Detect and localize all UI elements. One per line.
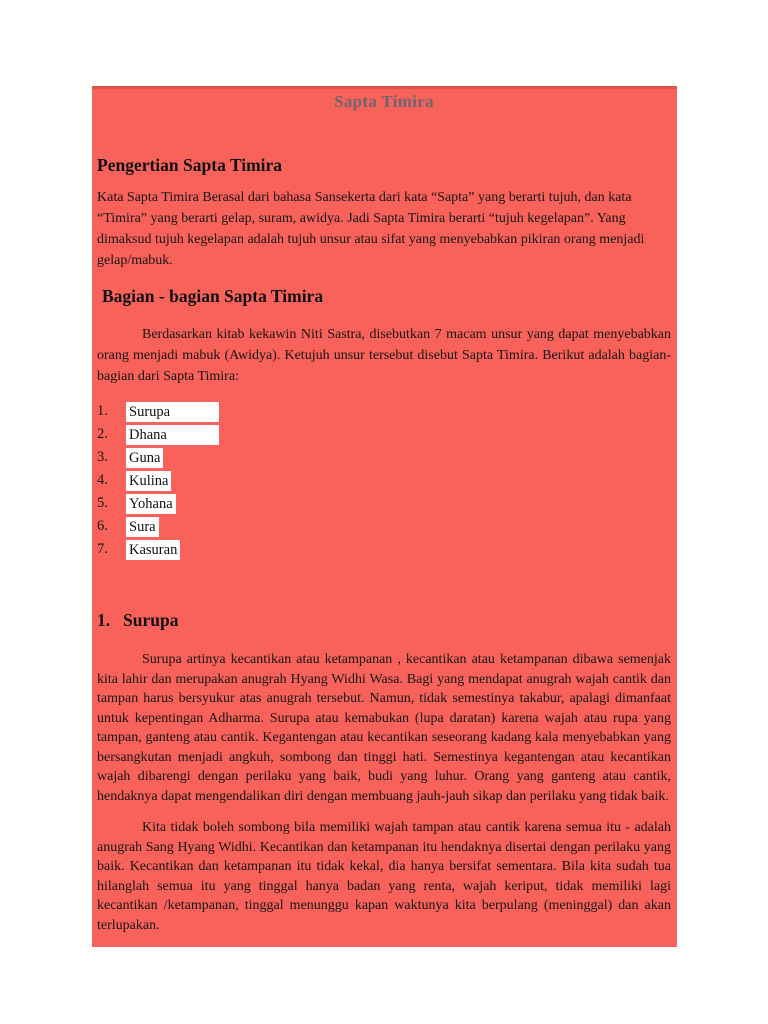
- list-item: [97, 400, 671, 423]
- list-item-highlighted-label: Yohana: [126, 494, 176, 514]
- paragraph-surupa-2: Kita tidak boleh sombong bila memiliki wajah tampan atau cantik karena semua itu - adalah anugrah Sang Hyang Widhi. Kecantikan dan ketampanan itu hendaknya disertai dengan perilaku yang baik. Kecantikan dan ketampanan itu tidak kekal, dia hanya bersifat sementara. Bila kita sudah tua hilanglah semua itu yang tinggal hanya badan yang renta, wajah keriput, tidak memiliki lagi kecantikan /ketampanan, tinggal menunggu kapan waktunya kita berpulang (meninggal) dan akan terlupakan.: [97, 820, 671, 933]
- list-item-highlighted-label: Sura: [126, 517, 159, 537]
- list-item-number: 7.: [97, 541, 108, 557]
- list-item: [97, 492, 671, 515]
- list-item: [97, 446, 671, 469]
- list-item-number: 6.: [97, 518, 108, 534]
- list-item-number: 1.: [97, 403, 108, 419]
- list-item: [97, 469, 671, 492]
- paragraph-pengertian: Kata Sapta Timira Berasal dari bahasa Sansekerta dari kata “Sapta” yang berarti tujuh, dan kata “Timira” yang berarti gelap, suram, awidya. Jadi Sapta Timira berarti “tujuh kegelapan”. Yang dimaksud tujuh kegelapan adalah tujuh unsur atau sifat yang menyebabkan pikiran orang menjadi gelap/mabuk.: [97, 190, 645, 268]
- paragraph-surupa-1: Surupa artinya kecantikan atau ketampanan , kecantikan atau ketampanan dibawa semenjak kita lahir dan merupakan anugrah Hyang Widhi Wasa. Bagi yang mendapat anugrah wajah cantik dan tampan harus bersyukur atas anugrah tersebut. Namun, tidak semestinya takabur, apalagi dimanfaat untuk kepentingan Adharma. Surupa atau kemabukan (lupa daratan) karena wajah atau rupa yang tampan, ganteng atau cantik. Kegantengan atau kecantikan seseorang kadang kala menyebabkan yang bersangkutan menjadi angkuh, sombong dan tinggi hati. Semestinya kegantengan atau kecantikan wajah dibarengi dengan perilaku yang baik, budi yang luhur. Orang yang ganteng atau cantik, hendaknya dapat mengendalikan diri dengan membuang jauh-jauh sikap dan perilaku yang tidak baik.: [97, 652, 671, 804]
- heading-surupa-label: Surupa: [123, 610, 179, 630]
- paragraph-bagian-intro: Berdasarkan kitab kekawin Niti Sastra, disebutkan 7 macam unsur yang dapat menyebabkan orang menjadi mabuk (Awidya). Ketujuh unsur tersebut disebut Sapta Timira. Berikut adalah bagian-bagian dari Sapta Timira:: [97, 327, 671, 384]
- document-page: [92, 86, 677, 947]
- list-item: [97, 423, 671, 446]
- heading-pengertian-sapta-timira: Pengertian Sapta Timira: [97, 155, 283, 175]
- list-item-number: 4.: [97, 472, 108, 488]
- list-item-number: 2.: [97, 426, 108, 442]
- list-item: [97, 538, 671, 561]
- list-item-highlighted-label: Kasuran: [126, 540, 180, 560]
- list-item: [97, 515, 671, 538]
- list-item-number: 3.: [97, 449, 108, 465]
- heading-surupa: [97, 609, 671, 632]
- document-title: Sapta Timira: [334, 92, 434, 111]
- list-item-highlighted-label: Surupa: [126, 402, 219, 422]
- heading-bagian-bagian-sapta-timira: Bagian - bagian Sapta Timira: [102, 286, 324, 306]
- heading-surupa-number: 1.: [97, 610, 111, 630]
- list-item-highlighted-label: Kulina: [126, 471, 171, 491]
- list-item-number: 5.: [97, 495, 108, 511]
- list-item-highlighted-label: Dhana: [126, 425, 219, 445]
- sapta-timira-list: [97, 400, 671, 561]
- list-item-highlighted-label: Guna: [126, 448, 163, 468]
